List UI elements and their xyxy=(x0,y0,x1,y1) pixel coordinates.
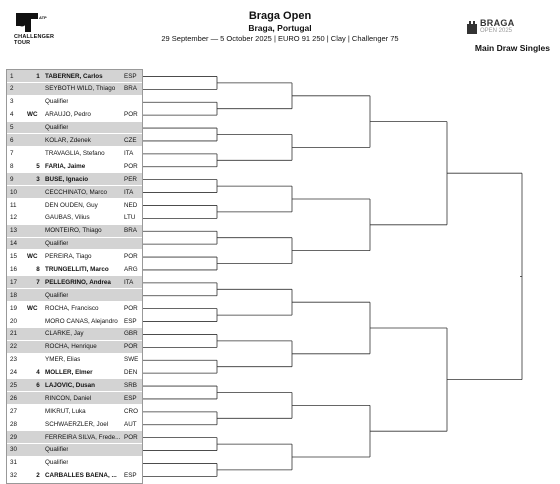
player-name: TABERNER, Carlos xyxy=(45,72,103,80)
player-name: KOLAR, Zdenek xyxy=(45,137,91,145)
draw-position: 28 xyxy=(10,420,18,428)
player-name: FARIA, Jaime xyxy=(45,162,86,170)
player-name: Qualifier xyxy=(45,240,69,248)
draw-position: 7 xyxy=(10,149,14,157)
player-country: POR xyxy=(124,162,138,170)
seed-number: 6 xyxy=(36,381,40,389)
draw-position: 11 xyxy=(10,201,17,209)
player-name: DEN OUDEN, Guy xyxy=(45,201,98,209)
entry-type: WC xyxy=(27,111,38,119)
draw-position: 32 xyxy=(10,472,18,480)
player-country: POR xyxy=(124,253,138,261)
braga-logo-year: OPEN 2025 xyxy=(480,28,513,34)
tournament-title: Braga Open xyxy=(248,10,312,22)
player-name: ROCHA, Francisco xyxy=(45,304,99,312)
player-country: ESP xyxy=(124,472,137,480)
player-country: POR xyxy=(124,343,138,351)
player-name: GAUBAS, Vilius xyxy=(45,214,90,222)
player-country: SRB xyxy=(124,381,137,389)
player-country: ITA xyxy=(124,149,134,157)
player-name: TRAVAGLIA, Stefano xyxy=(45,149,105,157)
draw-position: 1 xyxy=(10,72,14,80)
player-country: CRO xyxy=(124,407,138,415)
draw-position: 5 xyxy=(10,124,14,132)
draw-position: 19 xyxy=(10,304,18,312)
player-country: DEN xyxy=(124,369,138,377)
seed-number: 5 xyxy=(36,162,40,170)
player-name: CECCHINATO, Marco xyxy=(45,188,108,196)
player-name: MORO CANAS, Alejandro xyxy=(45,317,118,325)
draw-position: 3 xyxy=(10,98,14,106)
player-country: NED xyxy=(124,201,138,209)
draw-position: 9 xyxy=(10,175,14,183)
player-country: ESP xyxy=(124,317,137,325)
player-name: MONTEIRO, Thiago xyxy=(45,227,102,235)
draw-position: 20 xyxy=(10,317,18,325)
player-country: BRA xyxy=(124,227,137,235)
seed-number: 2 xyxy=(36,472,40,480)
entry-type: WC xyxy=(27,304,38,312)
seed-number: 8 xyxy=(36,265,40,273)
atp-mark: ATP xyxy=(39,15,47,20)
draw-position: 27 xyxy=(10,407,18,415)
draw-position: 12 xyxy=(10,214,18,222)
draw-position: 26 xyxy=(10,394,18,402)
player-name: CLARKE, Jay xyxy=(45,330,84,338)
braga-logo-name: BRAGA xyxy=(480,18,515,28)
player-name: CARBALLES BAENA, ... xyxy=(45,472,117,480)
player-name: PELLEGRINO, Andrea xyxy=(45,278,111,286)
draw-position: 8 xyxy=(10,162,14,170)
player-name: SEYBOTH WILD, Thiago xyxy=(45,85,116,93)
player-name: MIKRUT, Luka xyxy=(45,407,86,415)
logo-wordmark: CHALLENGER TOUR xyxy=(14,34,55,46)
player-country: CZE xyxy=(124,137,137,145)
player-country: LTU xyxy=(124,214,136,222)
player-name: RINCON, Daniel xyxy=(45,394,92,402)
player-country: POR xyxy=(124,111,138,119)
draw-position: 25 xyxy=(10,381,18,389)
seed-number: 3 xyxy=(36,175,40,183)
player-name: Qualifier xyxy=(45,98,69,106)
player-name: Qualifier xyxy=(45,291,69,299)
seed-number: 4 xyxy=(36,369,40,377)
draw-position: 21 xyxy=(10,330,18,338)
player-country: AUT xyxy=(124,420,137,428)
player-country: POR xyxy=(124,304,138,312)
draw-position: 10 xyxy=(10,188,18,196)
player-country: ITA xyxy=(124,278,134,286)
player-country: BRA xyxy=(124,85,137,93)
draw-position: 13 xyxy=(10,227,18,235)
player-name: ARAUJO, Pedro xyxy=(45,111,91,119)
draw-position: 30 xyxy=(10,446,18,454)
player-name: FERREIRA SILVA, Frede... xyxy=(45,433,121,441)
player-name: TRUNGELLITI, Marco xyxy=(45,265,109,273)
draw-position: 29 xyxy=(10,433,18,441)
draw-position: 23 xyxy=(10,356,18,364)
player-name: MOLLER, Elmer xyxy=(45,369,93,377)
draw-position: 4 xyxy=(10,111,14,119)
player-country: GBR xyxy=(124,330,138,338)
player-name: Qualifier xyxy=(45,459,69,467)
entry-type: WC xyxy=(27,253,38,261)
player-name: PEREIRA, Tiago xyxy=(45,253,92,261)
player-country: PER xyxy=(124,175,137,183)
player-country: ARG xyxy=(124,265,138,273)
player-name: SCHWAERZLER, Joel xyxy=(45,420,109,428)
draw-position: 31 xyxy=(10,459,18,467)
draw-position: 2 xyxy=(10,85,14,93)
player-country: POR xyxy=(124,433,138,441)
draw-position: 17 xyxy=(10,278,18,286)
draw-position: 6 xyxy=(10,137,14,145)
draw-position: 22 xyxy=(10,343,18,351)
player-name: ROCHA, Henrique xyxy=(45,343,97,351)
player-country: ESP xyxy=(124,394,137,402)
tournament-location: Braga, Portugal xyxy=(248,23,312,33)
draw-position: 24 xyxy=(10,369,18,377)
player-name: BUSE, Ignacio xyxy=(45,175,89,183)
player-name: YMER, Elias xyxy=(45,356,81,364)
player-name: Qualifier xyxy=(45,446,69,454)
draw-position: 16 xyxy=(10,265,18,273)
player-country: SWE xyxy=(124,356,139,364)
seed-number: 7 xyxy=(36,278,40,286)
player-name: Qualifier xyxy=(45,124,69,132)
player-country: ESP xyxy=(124,72,137,80)
draw-label: Main Draw Singles xyxy=(474,43,550,53)
draw-position: 14 xyxy=(10,240,18,248)
player-country: ITA xyxy=(124,188,134,196)
draw-position: 15 xyxy=(10,253,18,261)
tournament-info: 29 September — 5 October 2025 | EURO 91 250 | Clay | Challenger 75 xyxy=(161,34,399,43)
seed-number: 1 xyxy=(36,72,40,80)
player-name: LAJOVIC, Dusan xyxy=(45,381,96,389)
draw-position: 18 xyxy=(10,291,18,299)
